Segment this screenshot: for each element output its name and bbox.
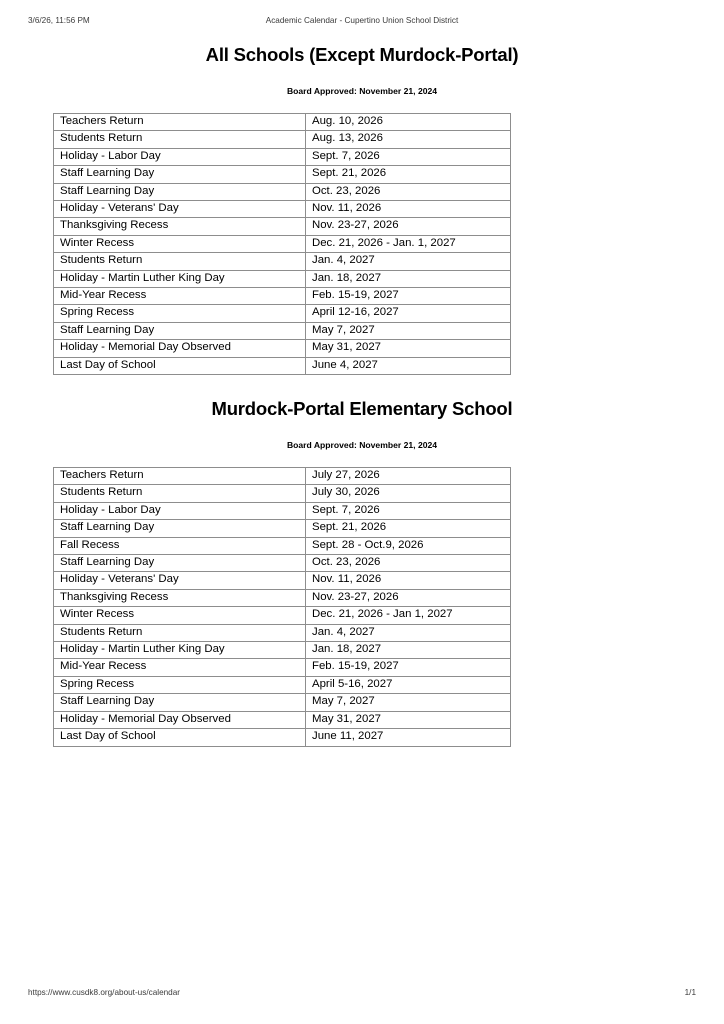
table-row [54, 468, 511, 485]
event-date: May 7, 2027 [306, 694, 511, 711]
event-date: Jan. 18, 2027 [306, 642, 511, 659]
event-label: Winter Recess [54, 607, 306, 624]
event-label: Students Return [54, 485, 306, 502]
event-label: Staff Learning Day [54, 322, 306, 339]
event-label: Holiday - Labor Day [54, 502, 306, 519]
table-row [54, 114, 511, 131]
calendar-table-body [54, 114, 511, 375]
event-date: Nov. 23-27, 2026 [306, 218, 511, 235]
event-date: July 30, 2026 [306, 485, 511, 502]
table-row [54, 322, 511, 339]
event-date: Nov. 23-27, 2026 [306, 589, 511, 606]
table-row [54, 572, 511, 589]
section-all-schools [0, 44, 724, 375]
event-date: Sept. 28 - Oct.9, 2026 [306, 537, 511, 554]
event-label: Students Return [54, 253, 306, 270]
event-label: Fall Recess [54, 537, 306, 554]
table-row [54, 607, 511, 624]
subtitle-spacer [0, 450, 724, 467]
event-date: Jan. 18, 2027 [306, 270, 511, 287]
table-row [54, 589, 511, 606]
event-label: Holiday - Memorial Day Observed [54, 340, 306, 357]
table-row [54, 166, 511, 183]
table-row [54, 659, 511, 676]
event-label: Holiday - Labor Day [54, 148, 306, 165]
calendar-table-all-schools [53, 113, 511, 375]
event-date: Nov. 11, 2026 [306, 572, 511, 589]
event-date: June 4, 2027 [306, 357, 511, 374]
table-row [54, 624, 511, 641]
calendar-table-murdock-portal [53, 467, 511, 747]
title-spacer [0, 420, 724, 440]
event-label: Staff Learning Day [54, 555, 306, 572]
print-footer-url: https://www.cusdk8.org/about-us/calendar [28, 988, 181, 997]
table-row [54, 729, 511, 746]
subtitle-spacer [0, 96, 724, 113]
table-row [54, 357, 511, 374]
print-header-title: Academic Calendar - Cupertino Union School District [265, 16, 459, 25]
event-label: Staff Learning Day [54, 520, 306, 537]
event-date: July 27, 2026 [306, 468, 511, 485]
event-label: Holiday - Martin Luther King Day [54, 642, 306, 659]
table-row [54, 520, 511, 537]
event-date: Jan. 4, 2027 [306, 253, 511, 270]
table-row [54, 148, 511, 165]
event-label: Students Return [54, 131, 306, 148]
event-label: Thanksgiving Recess [54, 218, 306, 235]
table-row [54, 270, 511, 287]
table-row [54, 485, 511, 502]
event-date: June 11, 2027 [306, 729, 511, 746]
event-date: April 5-16, 2027 [306, 676, 511, 693]
print-header-date: 3/6/26, 11:56 PM [28, 16, 90, 25]
calendar-table-body [54, 468, 511, 747]
event-date: Sept. 7, 2026 [306, 502, 511, 519]
event-date: Feb. 15-19, 2027 [306, 288, 511, 305]
event-label: Spring Recess [54, 676, 306, 693]
page-title-murdock-portal: Murdock-Portal Elementary School [211, 398, 513, 419]
table-row [54, 694, 511, 711]
event-label: Staff Learning Day [54, 183, 306, 200]
event-date: Dec. 21, 2026 - Jan 1, 2027 [306, 607, 511, 624]
event-date: Oct. 23, 2026 [306, 555, 511, 572]
event-label: Holiday - Veterans' Day [54, 201, 306, 218]
table-row [54, 555, 511, 572]
board-approved-murdock-portal: Board Approved: November 21, 2024 [286, 440, 438, 450]
event-date: Sept. 7, 2026 [306, 148, 511, 165]
event-date: Aug. 13, 2026 [306, 131, 511, 148]
event-label: Thanksgiving Recess [54, 589, 306, 606]
event-date: Sept. 21, 2026 [306, 166, 511, 183]
table-row [54, 218, 511, 235]
event-label: Holiday - Martin Luther King Day [54, 270, 306, 287]
board-approved-all-schools: Board Approved: November 21, 2024 [286, 86, 438, 96]
event-date: Jan. 4, 2027 [306, 624, 511, 641]
print-header [0, 16, 724, 30]
event-label: Teachers Return [54, 114, 306, 131]
event-date: May 7, 2027 [306, 322, 511, 339]
table-row [54, 288, 511, 305]
table-row [54, 642, 511, 659]
table-row [54, 305, 511, 322]
event-date: May 31, 2027 [306, 711, 511, 728]
table-row [54, 502, 511, 519]
table-row [54, 201, 511, 218]
event-date: Dec. 21, 2026 - Jan. 1, 2027 [306, 235, 511, 252]
table-row [54, 183, 511, 200]
event-label: Staff Learning Day [54, 166, 306, 183]
table-row [54, 711, 511, 728]
event-date: Feb. 15-19, 2027 [306, 659, 511, 676]
table-row [54, 131, 511, 148]
table-row [54, 340, 511, 357]
event-label: Teachers Return [54, 468, 306, 485]
table-row [54, 537, 511, 554]
event-date: Sept. 21, 2026 [306, 520, 511, 537]
event-label: Students Return [54, 624, 306, 641]
event-label: Mid-Year Recess [54, 288, 306, 305]
table-row [54, 235, 511, 252]
event-label: Spring Recess [54, 305, 306, 322]
table-row [54, 676, 511, 693]
event-label: Last Day of School [54, 729, 306, 746]
event-date: Aug. 10, 2026 [306, 114, 511, 131]
print-footer-page-number: 1/1 [684, 988, 696, 997]
event-label: Staff Learning Day [54, 694, 306, 711]
event-date: Oct. 23, 2026 [306, 183, 511, 200]
section-murdock-portal [0, 398, 724, 747]
event-label: Winter Recess [54, 235, 306, 252]
event-label: Holiday - Memorial Day Observed [54, 711, 306, 728]
event-label: Holiday - Veterans' Day [54, 572, 306, 589]
event-date: April 12-16, 2027 [306, 305, 511, 322]
event-label: Last Day of School [54, 357, 306, 374]
event-date: Nov. 11, 2026 [306, 201, 511, 218]
event-label: Mid-Year Recess [54, 659, 306, 676]
page-title-all-schools: All Schools (Except Murdock-Portal) [205, 44, 519, 65]
table-row [54, 253, 511, 270]
event-date: May 31, 2027 [306, 340, 511, 357]
print-footer [0, 988, 724, 1002]
title-spacer [0, 66, 724, 86]
